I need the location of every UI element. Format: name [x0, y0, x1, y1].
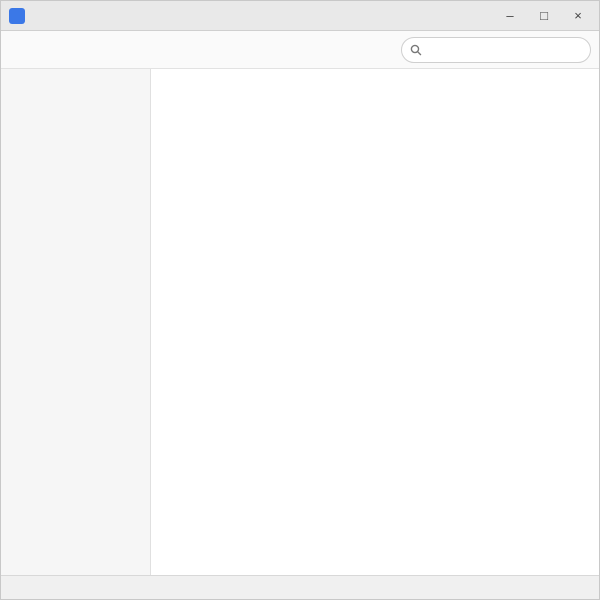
main-panel — [151, 69, 599, 575]
close-button[interactable]: × — [574, 8, 582, 23]
minimize-button[interactable]: – — [506, 8, 514, 23]
maximize-button[interactable]: □ — [540, 8, 548, 23]
app-icon — [9, 8, 25, 24]
status-bar — [1, 575, 599, 599]
title-bar[interactable] — [1, 1, 599, 31]
search-input[interactable] — [428, 43, 582, 57]
content-area — [1, 69, 599, 575]
page-title — [163, 81, 587, 101]
toolbar — [1, 31, 599, 69]
search-icon — [410, 44, 422, 56]
search-box[interactable] — [401, 37, 591, 63]
sidebar — [1, 69, 151, 575]
